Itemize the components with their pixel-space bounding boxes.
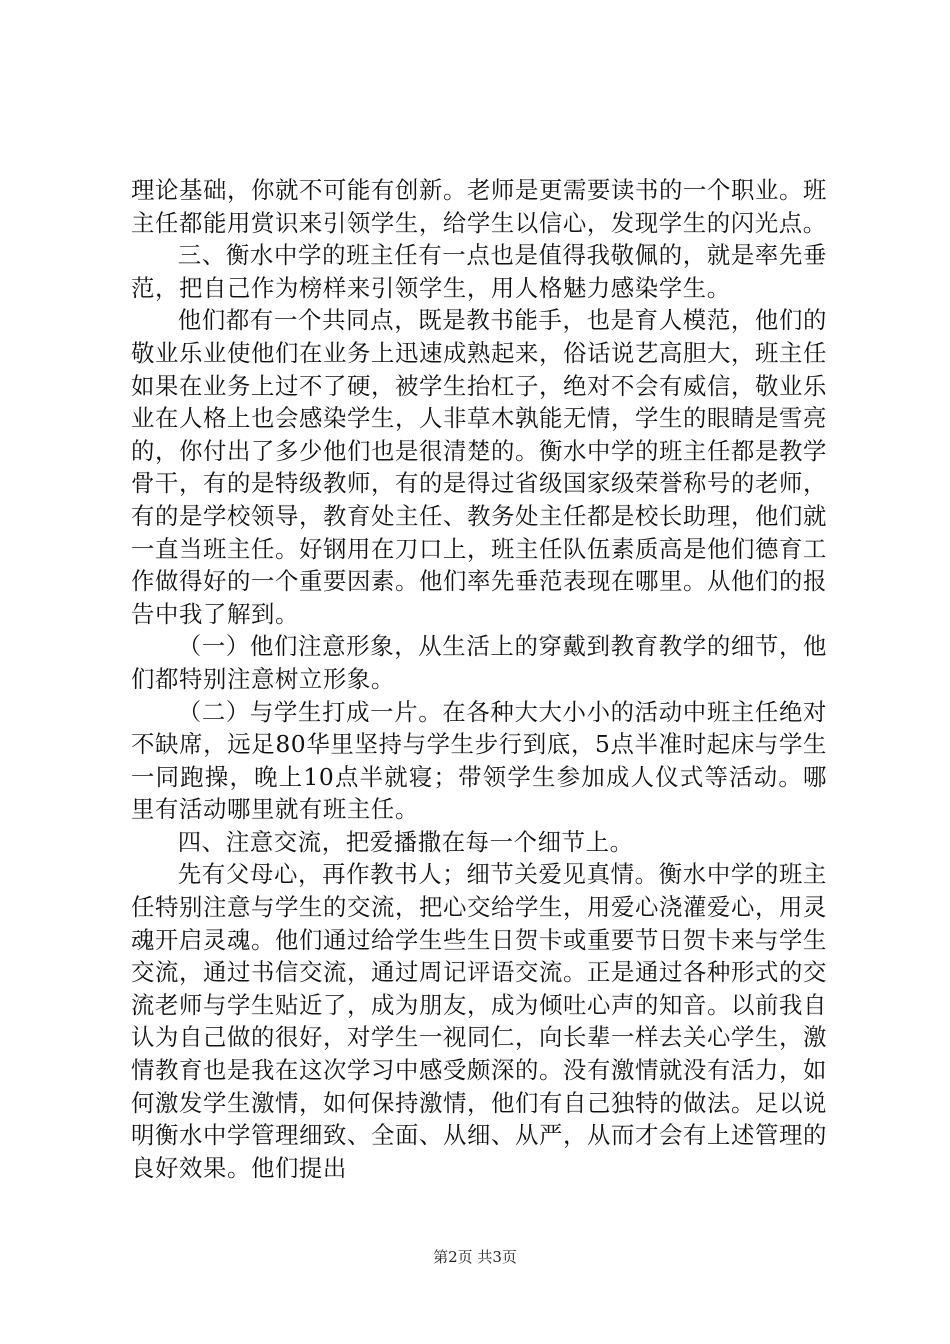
page-footer: 第2页 共3页	[433, 1248, 517, 1266]
paragraph-6: 四、注意交流，把爱播撒在每一个细节上。	[177, 827, 634, 856]
paragraph-1: 理论基础，你就不可能有创新。老师是更需要读书的一个职业。班主任都能用赏识来引领学生，给学生以信心，发现学生的闪光点。	[131, 176, 827, 237]
paragraph-5: （二）与学生打成一片。在各种大大小小的活动中班主任绝对不缺席，远足80华里坚持与学生步行到底，5点半准时起床与学生一同跑操，晚上10点半就寝；带领学生参加成人仪式等活动。哪里有活动哪里就有班主任。	[131, 697, 827, 824]
paragraph-3: 他们都有一个共同点，既是教书能手，也是育人模范，他们的敬业乐业使他们在业务上迅速成熟起来，俗话说艺高胆大，班主任如果在业务上过不了硬，被学生抬杠子，绝对不会有威信，敬业乐业在人格上也会感染学生，人非草木孰能无情，学生的眼睛是雪亮的，你付出了多少他们也是很清楚的。衡水中学的班主任都是教学骨干，有的是特级教师，有的是得过省级国家级荣誉称号的老师，有的是学校领导，教育处主任、教务处主任都是校长助理，他们就一直当班主任。好钢用在刀口上，班主任队伍素质高是他们德育工作做得好的一个重要因素。他们率先垂范表现在哪里。从他们的报告中我了解到。	[131, 306, 827, 628]
paragraph-7: 先有父母心，再作教书人；细节关爱见真情。衡水中学的班主任特别注意与学生的交流，把心交给学生，用爱心浇灌爱心，用灵魂开启灵魂。他们通过给学生些生日贺卡或重要节日贺卡来与学生交流，通过书信交流，通过周记评语交流。正是通过各种形式的交流老师与学生贴近了，成为朋友，成为倾吐心声的知音。以前我自认为自己做的很好，对学生一视同仁，向长辈一样去关心学生，激情教育也是我在这次学习中感受颇深的。没有激情就没有活力，如何激发学生激情，如何保持激情，他们有自己独特的做法。足以说明衡水中学管理细致、全面、从细、从严，从而才会有上述管理的良好效果。他们提出	[131, 860, 827, 1182]
paragraph-2: 三、衡水中学的班主任有一点也是值得我敬佩的，就是率先垂范，把自己作为榜样来引领学生，用人格魅力感染学生。	[131, 241, 827, 302]
document-body	[131, 174, 827, 1184]
paragraph-4: （一）他们注意形象，从生活上的穿戴到教育教学的细节，他们都特别注意树立形象。	[131, 632, 827, 693]
